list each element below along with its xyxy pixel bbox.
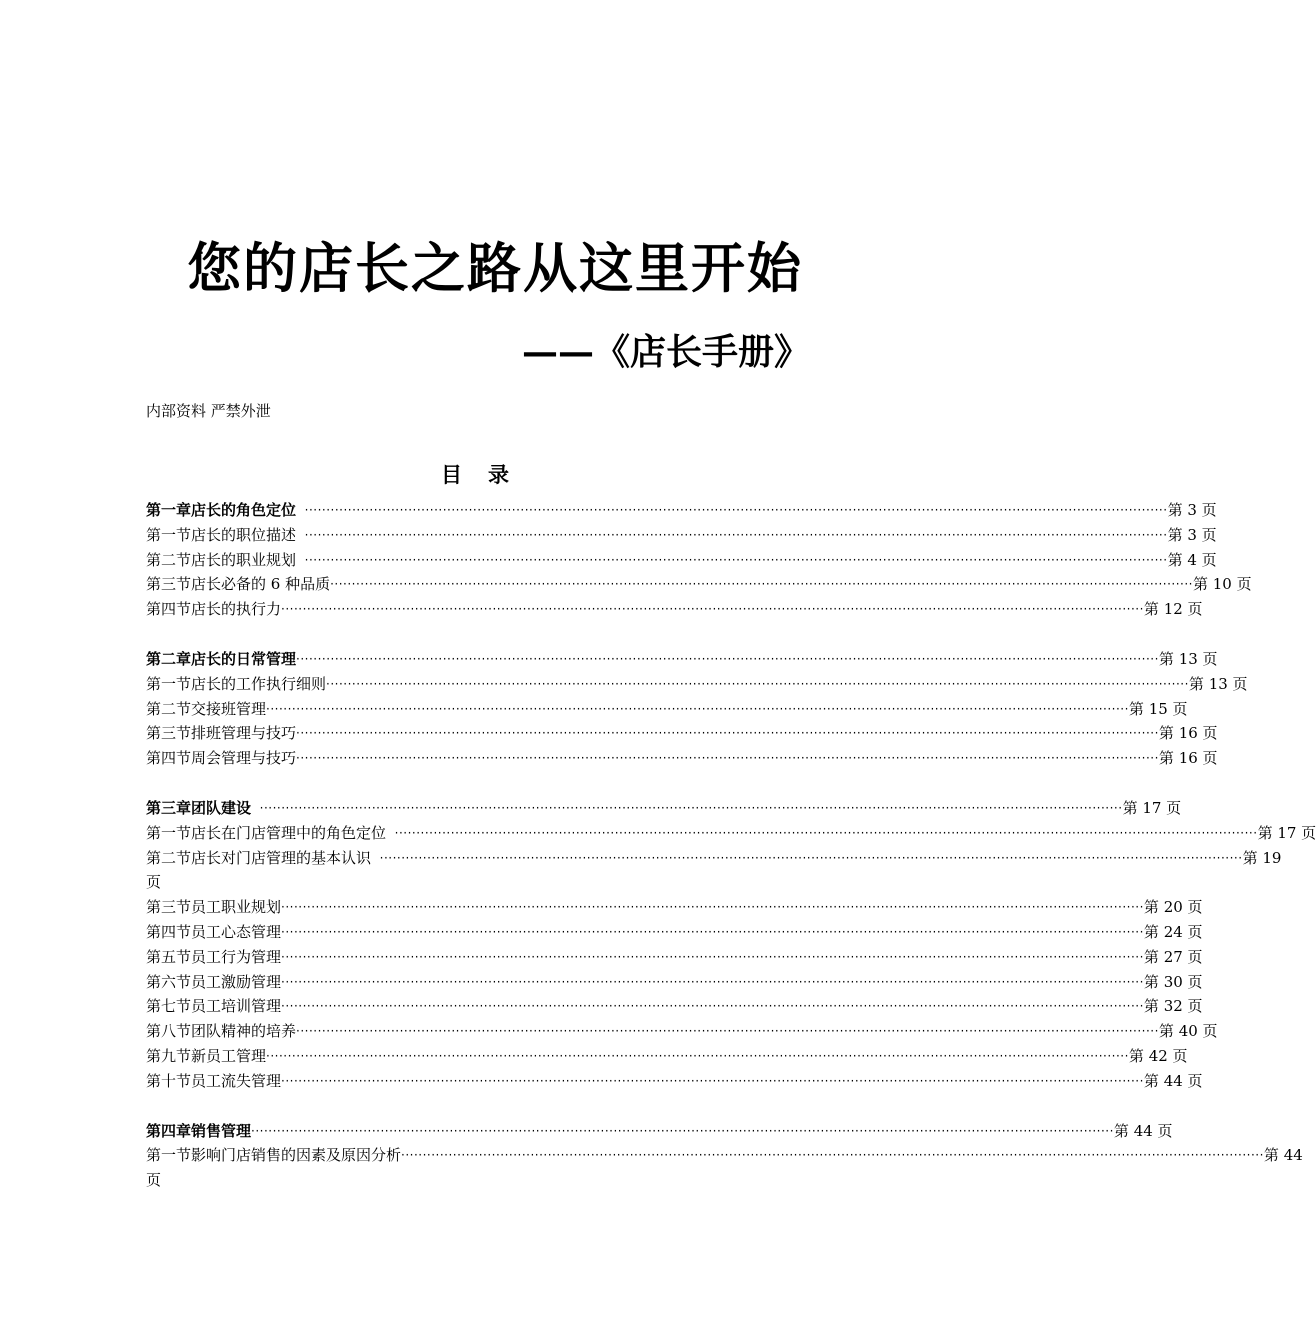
page-number: 第 13 页 — [1188, 674, 1248, 693]
dot-leader: ········································································································································································································ — [296, 552, 1168, 567]
page-number: 第 44 页 — [1143, 1071, 1203, 1090]
section-label: 第六节 — [146, 972, 192, 991]
section-label: 第三节 — [146, 724, 192, 743]
toc-chapter — [146, 796, 1316, 1094]
section-title: 周会管理与技巧 — [191, 749, 297, 768]
section-title: 新员工管理 — [191, 1046, 267, 1065]
toc-section-entry[interactable] — [146, 721, 1218, 746]
toc-section-entry[interactable] — [146, 1019, 1218, 1044]
toc-section-entry[interactable] — [146, 1069, 1203, 1094]
page-number: 第 20 页 — [1143, 898, 1203, 917]
dot-leader: ········································································································································································································ — [296, 651, 1159, 666]
page-number: 第 4 页 — [1167, 550, 1217, 569]
section-label: 第四节 — [146, 922, 192, 941]
toc-heading — [0, 460, 950, 490]
section-title: 排班管理与技巧 — [191, 724, 297, 743]
section-title: 员工心态管理 — [191, 922, 282, 941]
section-title: 店长的工作执行细则 — [191, 674, 327, 693]
dot-leader: ········································································································································································································ — [296, 751, 1159, 766]
toc-chapter — [146, 1119, 1303, 1193]
dot-leader: ········································································································································································································ — [296, 527, 1168, 542]
toc-section-entry[interactable] — [146, 597, 1203, 622]
dot-leader: ········································································································································································································ — [281, 974, 1144, 989]
dot-leader: ········································································································································································································ — [371, 850, 1243, 865]
dot-leader: ········································································································································································································ — [251, 800, 1123, 815]
page-number: 第 44 页 — [1113, 1121, 1173, 1140]
section-label: 第一节 — [146, 674, 192, 693]
toc-chapter-entry[interactable] — [146, 647, 1218, 672]
chapter-label: 第二章 — [146, 649, 192, 668]
toc-heading-right: 录 — [488, 462, 509, 487]
toc-section-entry[interactable] — [146, 548, 1217, 573]
dot-leader: ········································································································································································································ — [386, 825, 1258, 840]
dot-leader: ········································································································································································································ — [281, 900, 1144, 915]
section-label: 第四节 — [146, 749, 192, 768]
section-title: 员工激励管理 — [191, 972, 282, 991]
dot-leader: ········································································································································································································ — [281, 1073, 1144, 1088]
page-number: 第 27 页 — [1143, 947, 1203, 966]
toc-heading-left: 目 — [441, 462, 462, 487]
section-title: 店长的职位描述 — [191, 525, 297, 544]
confidential-notice: 内部资料 严禁外泄 — [146, 402, 271, 420]
dot-leader: ········································································································································································································ — [251, 1123, 1114, 1138]
page-number: 第 17 页 — [1122, 798, 1182, 817]
chapter-title: 销售管理 — [191, 1121, 252, 1140]
section-title: 店长的职业规划 — [191, 550, 297, 569]
dot-leader: ········································································································································································································ — [281, 924, 1144, 939]
page-number: 第 12 页 — [1143, 600, 1203, 619]
toc-chapter-entry[interactable] — [146, 1119, 1173, 1144]
page-number: 第 24 页 — [1143, 922, 1203, 941]
section-title: 店长的执行力 — [191, 600, 282, 619]
section-title: 员工行为管理 — [191, 947, 282, 966]
section-title: 店长必备的 6 种品质 — [191, 575, 331, 594]
section-label: 第十节 — [146, 1071, 192, 1090]
dot-leader: ········································································································································································································ — [296, 726, 1159, 741]
dot-leader: ········································································································································································································ — [326, 676, 1189, 691]
page-number: 第 13 页 — [1158, 649, 1218, 668]
page-number-wrap: 页 — [146, 1171, 162, 1190]
page-number: 第 16 页 — [1158, 749, 1218, 768]
chapter-label: 第三章 — [146, 798, 192, 817]
toc-section-entry[interactable] — [146, 821, 1316, 846]
table-of-contents — [146, 498, 1316, 1218]
chapter-title: 店长的日常管理 — [191, 649, 297, 668]
dot-leader: ········································································································································································································ — [401, 1148, 1264, 1163]
page-number-wrap: 页 — [146, 873, 162, 892]
toc-section-entry[interactable] — [146, 672, 1248, 697]
main-title: 您的店长之路从这里开始 — [187, 236, 803, 300]
toc-section-entry[interactable] — [146, 697, 1188, 722]
page-number: 第 10 页 — [1193, 575, 1252, 594]
dot-leader: ········································································································································································································ — [296, 503, 1168, 517]
page-number: 第 3 页 — [1167, 501, 1217, 519]
toc-section-entry[interactable] — [146, 746, 1218, 771]
section-title: 员工培训管理 — [191, 997, 282, 1016]
toc-chapter — [146, 498, 1252, 622]
dot-leader: ········································································································································································································ — [266, 1048, 1129, 1063]
subtitle: ——《店长手册》 — [521, 331, 810, 373]
section-label: 第二节 — [146, 848, 192, 867]
toc-section-entry[interactable] — [146, 1143, 1303, 1193]
dot-leader: ········································································································································································································ — [281, 999, 1144, 1014]
section-label: 第二节 — [146, 699, 192, 718]
dot-leader: ········································································································································································································ — [330, 577, 1193, 592]
section-title: 影响门店销售的因素及原因分析 — [191, 1146, 402, 1165]
section-label: 第一节 — [146, 823, 192, 842]
section-label: 第二节 — [146, 550, 192, 569]
section-label: 第三节 — [146, 575, 192, 594]
chapter-label: 第四章 — [146, 1121, 192, 1140]
page-number: 第 42 页 — [1128, 1046, 1188, 1065]
chapter-label: 第一章 — [146, 501, 192, 519]
page-number: 第 44 — [1263, 1146, 1303, 1165]
section-label: 第九节 — [146, 1046, 192, 1065]
page-number: 第 15 页 — [1128, 699, 1188, 718]
dot-leader: ········································································································································································································ — [281, 949, 1144, 964]
section-label: 第一节 — [146, 1146, 192, 1165]
page-number: 第 32 页 — [1143, 997, 1203, 1016]
page-number: 第 17 页 — [1257, 823, 1316, 842]
toc-section-entry[interactable] — [146, 994, 1203, 1019]
toc-section-entry[interactable] — [146, 895, 1203, 920]
section-title: 店长在门店管理中的角色定位 — [191, 823, 387, 842]
toc-section-entry[interactable] — [146, 1044, 1188, 1069]
page-number: 第 40 页 — [1158, 1022, 1218, 1041]
toc-section-entry[interactable] — [146, 846, 1282, 896]
section-title: 员工流失管理 — [191, 1071, 282, 1090]
page-number: 第 16 页 — [1158, 724, 1218, 743]
page-number: 第 19 — [1242, 848, 1282, 867]
section-title: 团队精神的培养 — [191, 1022, 297, 1041]
dot-leader: ········································································································································································································ — [281, 602, 1144, 617]
section-label: 第一节 — [146, 525, 192, 544]
section-title: 交接班管理 — [191, 699, 267, 718]
toc-chapter — [146, 647, 1248, 771]
toc-section-entry[interactable] — [146, 523, 1217, 548]
section-label: 第五节 — [146, 947, 192, 966]
section-title: 店长对门店管理的基本认识 — [191, 848, 372, 867]
toc-chapter-entry[interactable] — [146, 796, 1182, 821]
section-label: 第七节 — [146, 997, 192, 1016]
toc-section-entry[interactable] — [146, 572, 1252, 597]
toc-section-entry[interactable] — [146, 920, 1203, 945]
section-label: 第三节 — [146, 898, 192, 917]
section-label: 第四节 — [146, 600, 192, 619]
dot-leader: ········································································································································································································ — [296, 1024, 1159, 1039]
dot-leader: ········································································································································································································ — [266, 701, 1129, 716]
chapter-title: 店长的角色定位 — [191, 501, 297, 519]
page-number: 第 30 页 — [1143, 972, 1203, 991]
section-label: 第八节 — [146, 1022, 192, 1041]
section-title: 员工职业规划 — [191, 898, 282, 917]
toc-chapter-entry[interactable] — [146, 498, 1217, 523]
page-number: 第 3 页 — [1167, 525, 1217, 544]
toc-section-entry[interactable] — [146, 945, 1203, 970]
chapter-title: 团队建设 — [191, 798, 252, 817]
toc-section-entry[interactable] — [146, 970, 1203, 995]
